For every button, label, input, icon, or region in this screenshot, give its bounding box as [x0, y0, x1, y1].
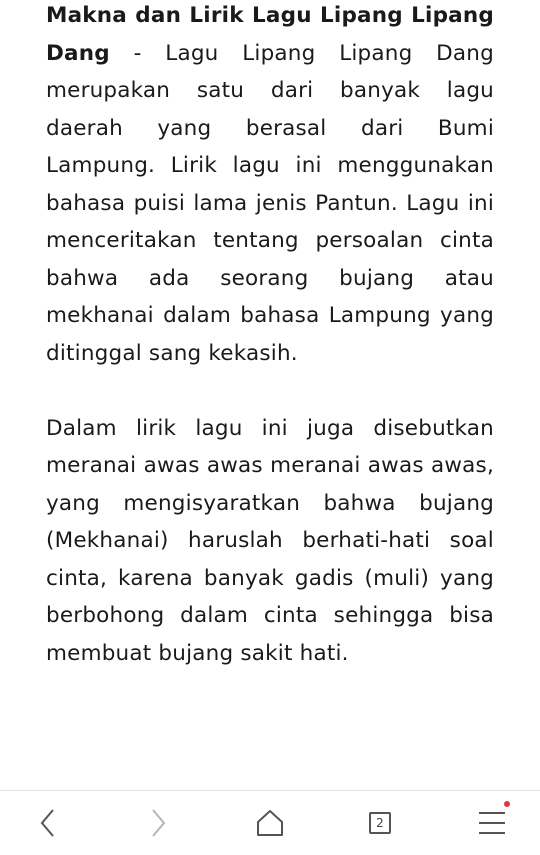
home-button[interactable] — [246, 803, 294, 843]
article-paragraph-1 — [46, 0, 494, 372]
chevron-right-icon — [148, 807, 168, 839]
paragraph-1-text: - Lagu Lipang Lipang Dang merupakan satu dari banyak lagu daerah yang berasal dari Bumi Lampung. Lirik lagu ini menggunakan bahasa puisi lama jenis Pantun. Lagu ini menceritakan tentang persoalan cinta bahwa ada seorang bujang atau mekhanai dalam bahasa Lampung yang ditinggal sang kekasih. — [46, 40, 494, 366]
chevron-left-icon — [38, 807, 58, 839]
back-button[interactable] — [24, 803, 72, 843]
article-paragraph-2: Dalam lirik lagu ini juga disebutkan meranai awas awas meranai awas awas, yang mengisyaratkan bahwa bujang (Mekhanai) haruslah berhati-hati soal cinta, karena banyak gadis (muli) yang berbohong dalam cinta sehingga bisa membuat bujang sakit hati. — [46, 415, 494, 666]
article-title: Makna dan Lirik Lagu Lipang Lipang Dang — [46, 3, 494, 66]
hamburger-menu-icon — [477, 808, 507, 838]
article-body — [46, 0, 494, 710]
tab-count-badge: 2 — [369, 812, 391, 834]
menu-button[interactable] — [468, 803, 516, 843]
home-icon — [255, 808, 285, 838]
notification-dot — [504, 801, 510, 807]
browser-bottom-toolbar — [0, 790, 540, 855]
tabs-button[interactable] — [356, 803, 404, 843]
forward-button[interactable] — [134, 803, 182, 843]
